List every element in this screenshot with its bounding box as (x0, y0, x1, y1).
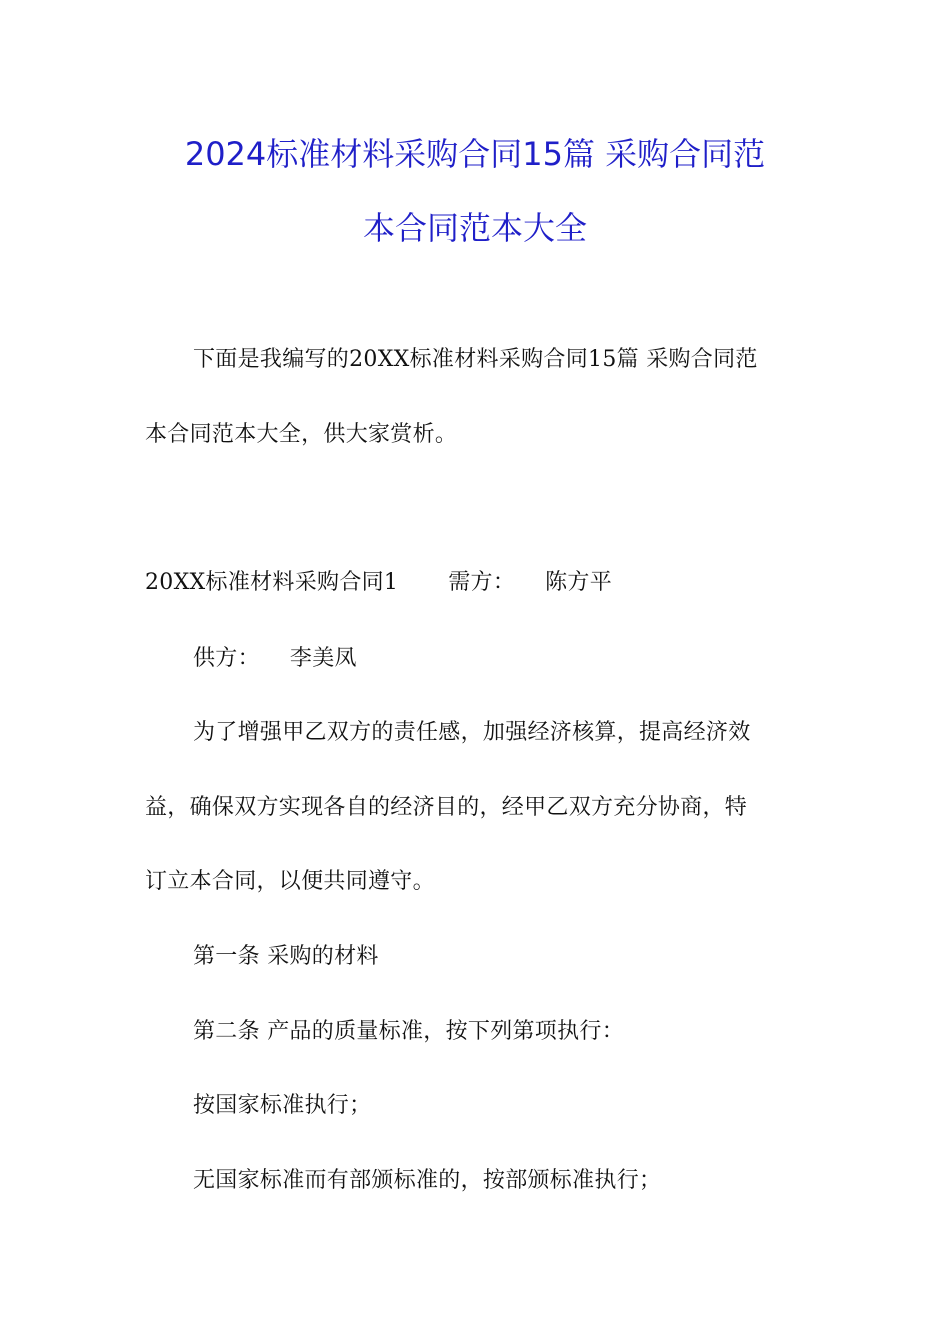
contract-heading: 20XX标准材料采购合同1 (145, 570, 399, 595)
purpose-line-3: 订立本合同，以便共同遵守。 (145, 869, 435, 894)
contract-heading-row (145, 568, 612, 598)
document-title-line-1: 2024标准材料采购合同15篇 采购合同范 (184, 135, 766, 173)
intro-line-2: 本合同范本大全，供大家赏析。 (145, 422, 458, 447)
buyer-name: 陈方平 (545, 570, 613, 595)
purpose-line-2: 益，确保双方实现各自的经济目的，经甲乙双方充分协商，特 (145, 795, 748, 820)
article-2: 第二条 产品的质量标准，按下列第项执行： (193, 1019, 624, 1044)
supplier-row (193, 644, 357, 674)
quality-item-2: 无国家标准而有部颁标准的，按部颁标准执行； (193, 1168, 662, 1193)
article-1: 第一条 采购的材料 (193, 944, 379, 969)
document-title-line-2: 本合同范本大全 (362, 209, 587, 247)
supplier-label: 供方： (193, 646, 260, 671)
purpose-line-1: 为了增强甲乙双方的责任感，加强经济核算，提高经济效 (193, 720, 751, 745)
quality-item-1: 按国家标准执行； (193, 1093, 372, 1118)
buyer-label: 需方： (448, 570, 516, 595)
intro-line-1: 下面是我编写的20XX标准材料采购合同15篇 采购合同范 (193, 347, 758, 372)
supplier-name: 李美凤 (289, 646, 357, 671)
